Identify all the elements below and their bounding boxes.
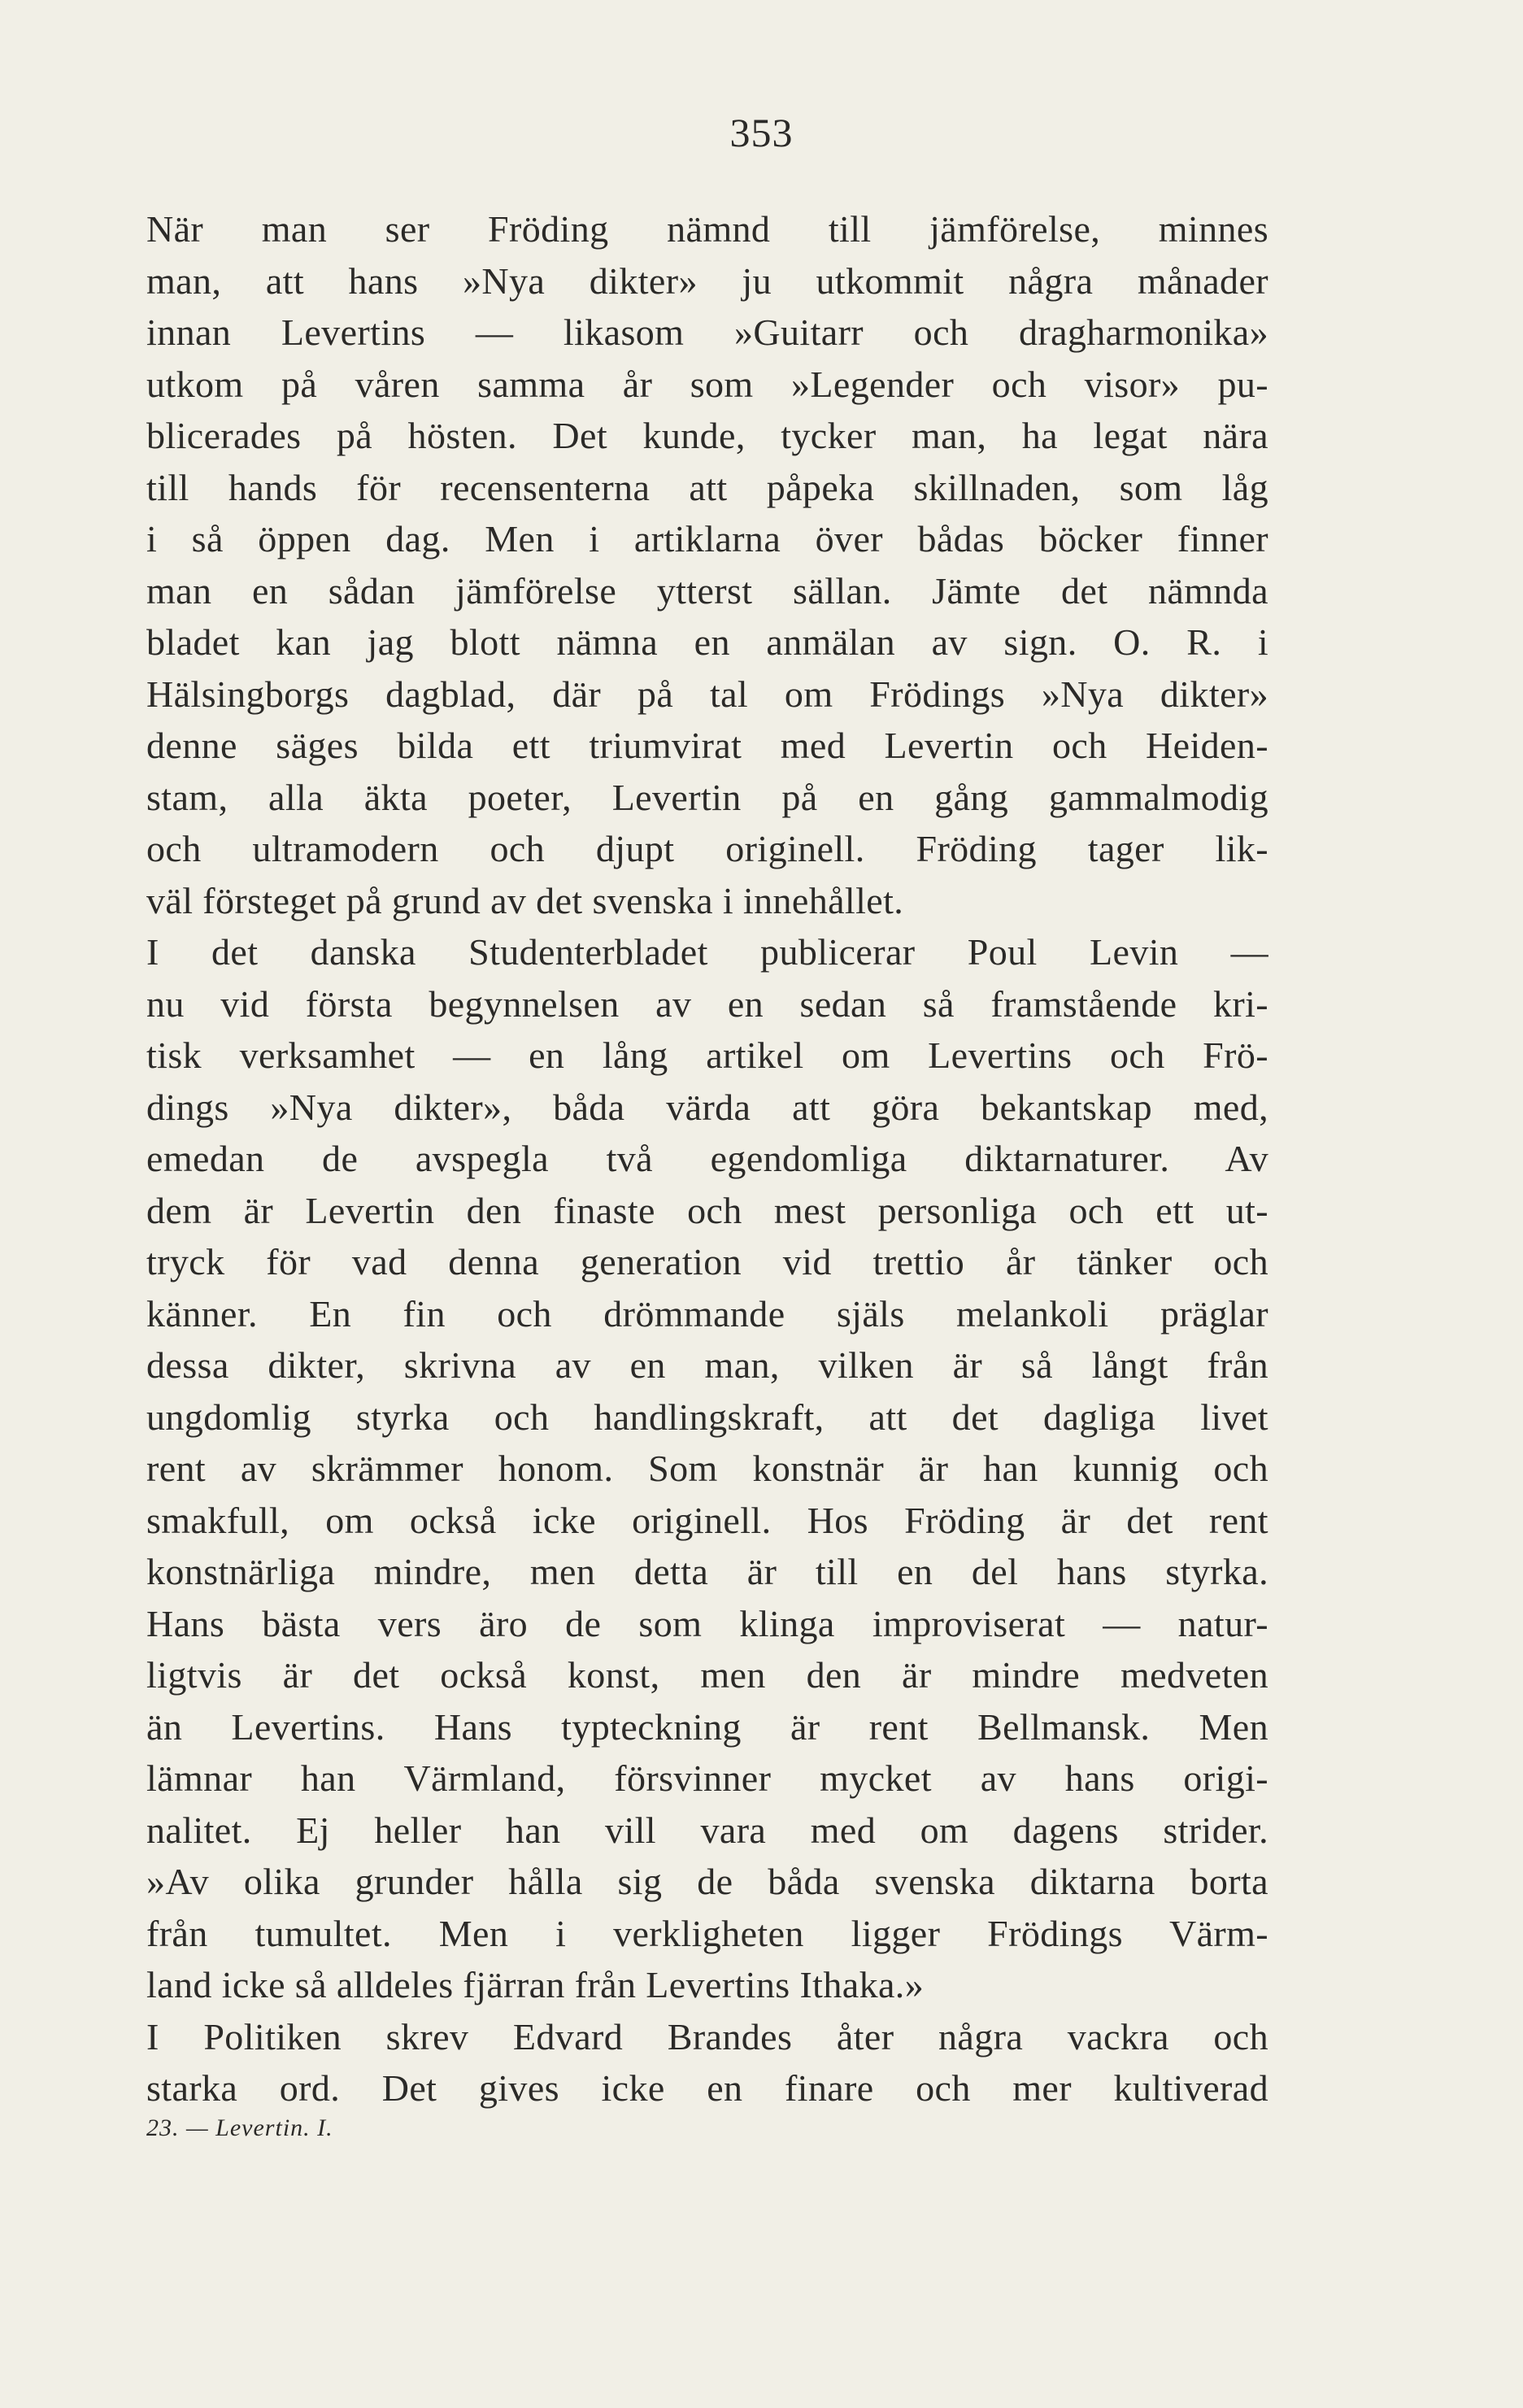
- text-line: känner. En fin och drömmande själs melankoli präglar: [146, 1292, 1268, 1335]
- text-line: stam, alla äkta poeter, Levertin på en gång gammalmodig: [146, 776, 1268, 818]
- text-line: konstnärliga mindre, men detta är till en del hans styrka.: [146, 1551, 1268, 1592]
- text-line: ungdomlig styrka och handlingskraft, att det dagliga livet: [146, 1396, 1268, 1438]
- text-line: dings »Nya dikter», båda värda att göra bekantskap med,: [146, 1086, 1268, 1128]
- text-line: i så öppen dag. Men i artiklarna över bådas böcker finner: [146, 518, 1268, 560]
- text-line: man en sådan jämförelse ytterst sällan. Jämte det nämnda: [146, 569, 1268, 612]
- text-line: I Politiken skrev Edvard Brandes åter några vackra och: [146, 2015, 1268, 2057]
- text-line: nu vid första begynnelsen av en sedan så framstående kri-: [146, 982, 1268, 1025]
- text-line: än Levertins. Hans typteckning är rent Bellmansk. Men: [146, 1705, 1268, 1748]
- text-line: »Av olika grunder hålla sig de båda svenska diktarna borta: [146, 1861, 1268, 1902]
- text-line: man, att hans »Nya dikter» ju utkommit några månader: [146, 259, 1268, 302]
- body-text: [146, 203, 1268, 2114]
- text-line: emedan de avspegla två egendomliga diktarnaturer. Av: [146, 1138, 1268, 1179]
- text-line: I det danska Studenterbladet publicerar Poul Levin —: [146, 931, 1268, 973]
- text-line: blicerades på hösten. Det kunde, tycker man, ha legat nära: [146, 415, 1268, 456]
- text-line: land icke så alldeles fjärran från Levertins Ithaka.»: [146, 1964, 925, 2005]
- text-line: nalitet. Ej heller han vill vara med om dagens strider.: [146, 1809, 1268, 1851]
- text-line: Hans bästa vers äro de som klinga improviserat — natur-: [146, 1602, 1268, 1644]
- text-line: smakfull, om också icke originell. Hos Fröding är det rent: [146, 1499, 1268, 1541]
- text-line: lämnar han Värmland, försvinner mycket av hans origi-: [146, 1757, 1268, 1799]
- text-line: bladet kan jag blott nämna en anmälan av sign. O. R. i: [146, 621, 1268, 663]
- text-line: rent av skrämmer honom. Som konstnär är han kunnig och: [146, 1448, 1268, 1489]
- text-line: denne säges bilda ett triumvirat med Levertin och Heiden-: [146, 725, 1268, 766]
- text-line: utkom på våren samma år som »Legender och visor» pu-: [146, 363, 1268, 405]
- text-line: och ultramodern och djupt originell. Fröding tager lik-: [146, 828, 1268, 869]
- text-line: innan Levertins — likasom »Guitarr och dragharmonika»: [146, 311, 1268, 353]
- text-line: ligtvis är det också konst, men den är mindre medveten: [146, 1654, 1268, 1696]
- text-line: tryck för vad denna generation vid trettio år tänker och: [146, 1241, 1268, 1282]
- text-line: tisk verksamhet — en lång artikel om Levertins och Frö-: [146, 1034, 1268, 1076]
- text-line: från tumultet. Men i verkligheten ligger Frödings Värm-: [146, 1912, 1268, 1954]
- text-line: starka ord. Det gives icke en finare och mer kultiverad: [146, 2067, 1268, 2109]
- text-line: Hälsingborgs dagblad, där på tal om Frödings »Nya dikter»: [146, 673, 1268, 715]
- page-number: 353: [729, 110, 794, 155]
- signature-footer: 23. — Levertin. I.: [146, 2114, 333, 2141]
- text-line: dem är Levertin den finaste och mest personliga och ett ut-: [146, 1189, 1268, 1231]
- text-line: till hands för recensenterna att påpeka skillnaden, som låg: [146, 466, 1268, 508]
- text-line: väl försteget på grund av det svenska i innehållet.: [146, 879, 904, 921]
- text-line: dessa dikter, skrivna av en man, vilken är så långt från: [146, 1344, 1268, 1386]
- text-line: När man ser Fröding nämnd till jämförelse, minnes: [146, 208, 1268, 250]
